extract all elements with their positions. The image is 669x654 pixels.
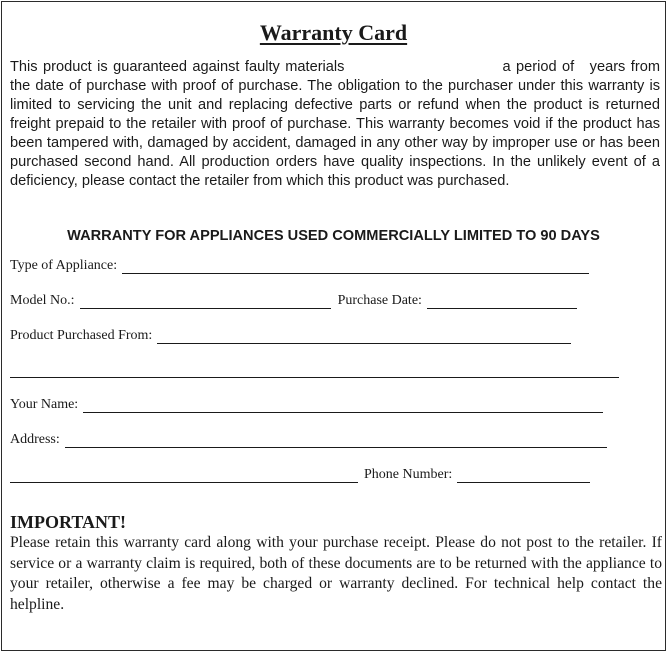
purchased-from-field-2[interactable] [10,362,619,378]
address-row [10,432,607,448]
appliance-type-field[interactable] [122,258,589,274]
model-no-field[interactable] [80,293,331,309]
terms-part-1: This product is guaranteed against faulty materials [10,59,345,75]
warranty-card [1,1,666,651]
your-name-row [10,397,603,413]
warranty-terms [10,58,660,191]
commercial-use-headline: WARRANTY FOR APPLIANCES USED COMMERCIALLY LIMITED TO 90 DAYS [67,228,600,244]
address-phone-row [10,467,590,483]
appliance-type-row [10,258,589,274]
phone-label: Phone Number: [364,467,453,482]
terms-part-2: a period of [502,59,575,75]
terms-part-3: years from the date of purchase with proof of purchase. The obligation to the purchaser under this warranty is limited to servicing the unit and replacing defective parts or refund when the product is returned freight prepaid to the retailer with proof of purchase. This warranty becomes void if the product has been tampered with, damaged by accident, damaged in any other way by improper use or has been purchased second hand. All production orders have quality inspections. In the unlikely event of a deficiency, please contact the retailer from which this product was purchased. [10,59,660,189]
purchase-date-label: Purchase Date: [337,293,422,308]
purchased-from-label: Product Purchased From: [10,328,153,343]
purchased-from-row [10,328,571,344]
address-label: Address: [10,432,60,447]
purchased-from-row-2 [10,362,619,378]
your-name-field[interactable] [83,397,603,413]
important-heading: IMPORTANT! [10,512,127,532]
address-field-2[interactable] [10,467,358,483]
appliance-type-label: Type of Appliance: [10,258,118,273]
card-title: Warranty Card [259,20,408,45]
your-name-label: Your Name: [10,397,79,412]
model-no-label: Model No.: [10,293,75,308]
important-notice: Please retain this warranty card along with your purchase receipt. Please do not post to the retailer. If service or a warranty claim is required, both of these documents are to be returned with the appliance to your retailer, otherwise a fee may be charged or warranty declined. For technical help contact the helpline. [10,534,662,613]
purchased-from-field[interactable] [157,328,571,344]
address-field[interactable] [65,432,607,448]
purchase-date-field[interactable] [427,293,577,309]
phone-field[interactable] [457,467,590,483]
model-date-row [10,293,577,309]
